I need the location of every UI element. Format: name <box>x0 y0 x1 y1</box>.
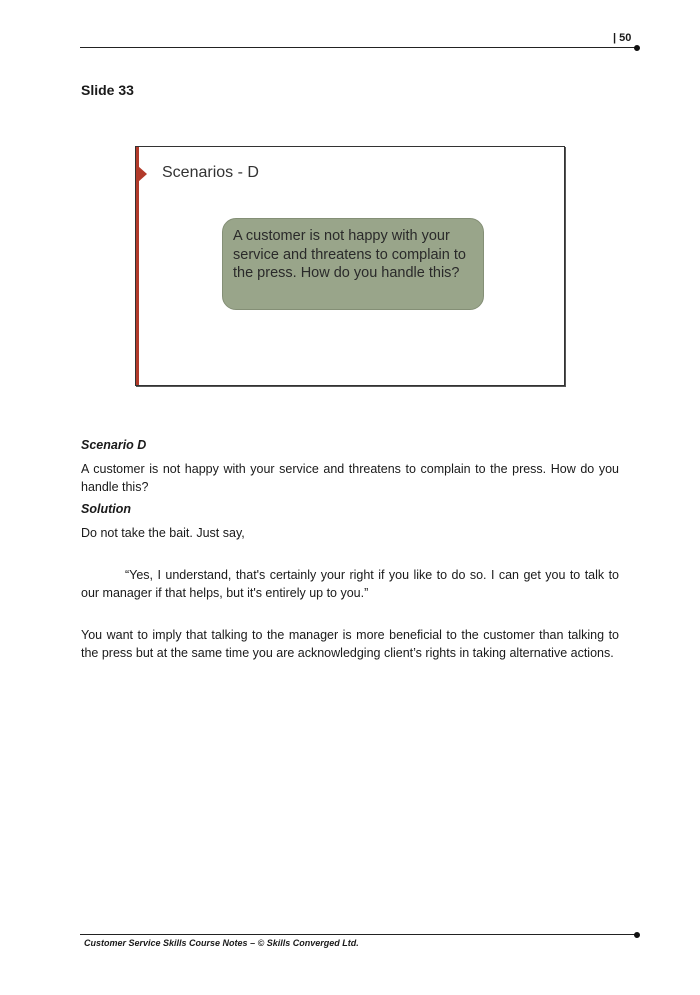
footer-text: Customer Service Skills Course Notes – © Skills Converged Ltd. <box>84 938 359 948</box>
scenario-text: A customer is not happy with your service and threatens to complain to the press. How do you handle this? <box>81 462 619 494</box>
slide-heading: Slide 33 <box>81 82 134 98</box>
footer-rule <box>80 934 636 935</box>
slide-thumbnail <box>135 146 565 386</box>
slide-arrow-icon <box>138 166 147 182</box>
solution-intro: Do not take the bait. Just say, <box>81 526 245 540</box>
solution-label: Solution <box>81 502 131 516</box>
slide-callout: A customer is not happy with your service and threatens to complain to the press. How do you handle this? <box>222 218 484 310</box>
header-rule <box>80 47 636 48</box>
body-content <box>81 436 619 662</box>
page-number: | 50 <box>613 32 632 44</box>
footer-rule-dot <box>634 932 640 938</box>
scenario-label: Scenario D <box>81 438 147 452</box>
slide-title: Scenarios - D <box>162 164 259 181</box>
conclusion-paragraph: You want to imply that talking to the manager is more beneficial to the customer than talking to the press but at the same time you are acknowledging client’s rights in taking alternative actions. <box>81 628 619 660</box>
quote-paragraph: “Yes, I understand, that's certainly your right if you like to do so. I can get you to talk to our manager if that helps, but it's entirely up to you.” <box>81 568 619 600</box>
slide-accent-bar <box>136 147 139 385</box>
header-rule-dot <box>634 45 640 51</box>
